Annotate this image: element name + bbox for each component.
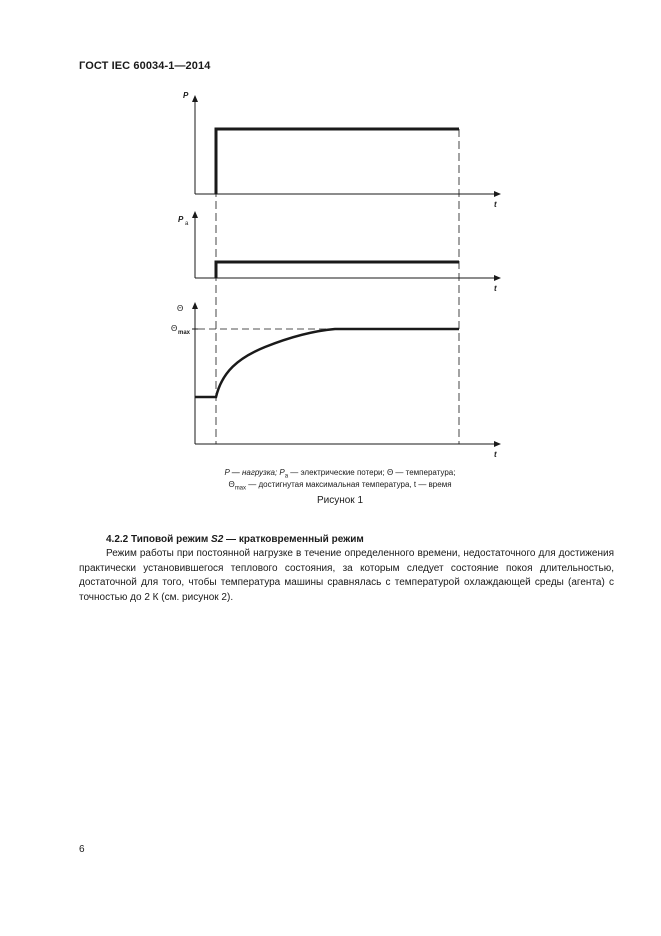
document-header: ГОСТ IEC 60034-1—2014 — [79, 60, 211, 72]
caption-2-sub: max — [234, 485, 247, 492]
theta-axis-label: Θ — [177, 304, 184, 313]
pv-time-label: t — [494, 284, 497, 293]
pv-axis-label: P — [178, 215, 184, 224]
caption-1b: — электрические потери; Θ — температура; — [288, 468, 456, 477]
section-mode: S2 — [211, 534, 224, 545]
page-number: 6 — [79, 844, 85, 855]
section-heading — [106, 534, 364, 545]
figure-title: Рисунок 1 — [316, 495, 364, 506]
temperature-curve — [195, 329, 459, 397]
figure-caption-line-2 — [120, 479, 560, 495]
pv-axis-subscript: a — [185, 221, 189, 227]
p-axis-label: P — [183, 91, 189, 100]
load-panel — [183, 91, 500, 209]
theta-time-label: t — [494, 450, 497, 459]
section-heading-start: 4.2.2 Типовой режим — [106, 534, 212, 545]
p-time-label: t — [494, 200, 497, 209]
caption-2b: — достигнутая максимальная температура, t — время — [246, 480, 452, 489]
section-paragraph: Режим работы при постоянной нагрузке в течение определенного времени, недостаточного для достижения практически установившегося теплового состояния, за которым следует состояние покоя длительностью, достаточной для того, чтобы температура машины сравнялась с температурой охлаждающей среды (агента) с точностью до 2 К (см. рисунок 2). — [79, 548, 614, 603]
load-curve — [216, 129, 459, 194]
temperature-panel — [171, 303, 500, 459]
section-heading-rest: — кратковременный режим — [223, 534, 364, 545]
caption-1a: P — нагрузка; P — [224, 468, 285, 477]
theta-max-subscript: max — [178, 330, 191, 336]
theta-max-label: Θ — [171, 324, 178, 333]
caption-2a: Θ — [228, 480, 235, 489]
losses-curve — [216, 262, 459, 278]
caption-1-sub: a — [284, 473, 289, 480]
losses-panel — [178, 212, 500, 293]
